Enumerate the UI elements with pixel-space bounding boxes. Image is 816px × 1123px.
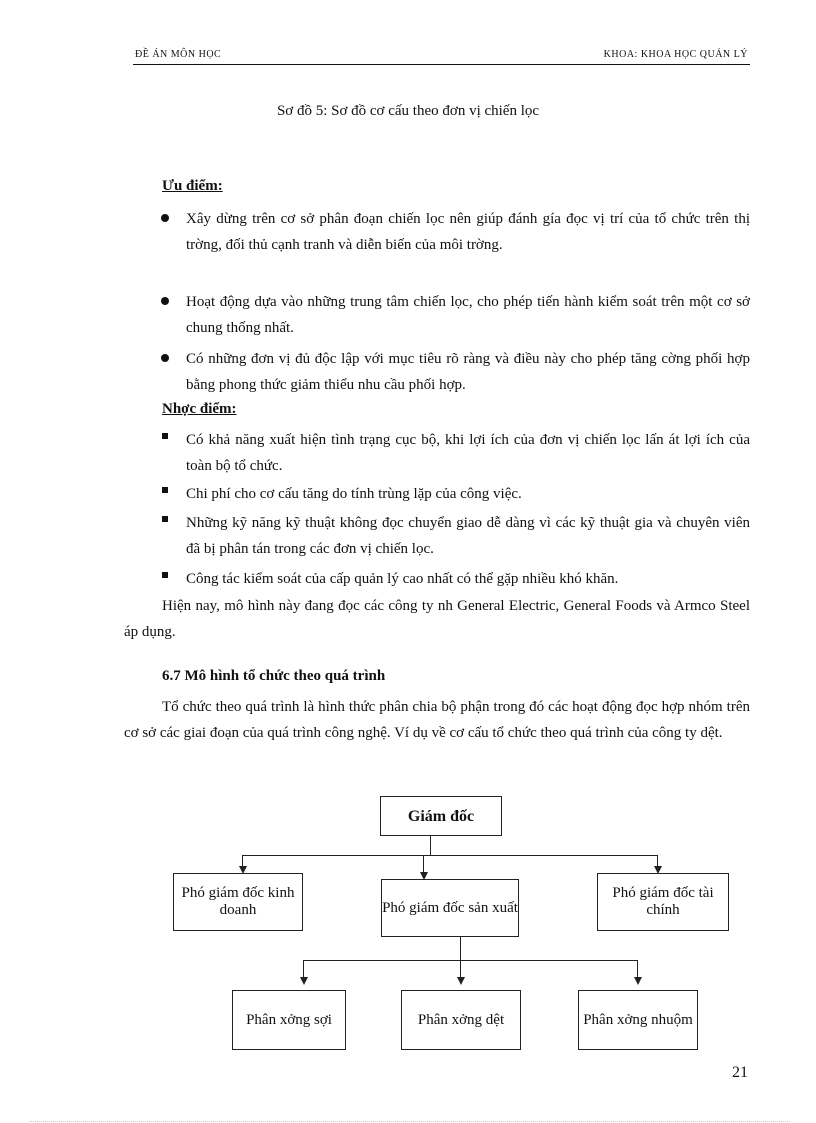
bullet-dot-icon <box>161 354 169 362</box>
box-deputy-business: Phó giám đốc kinh doanh <box>173 873 303 931</box>
page-bottom-divider <box>30 1121 790 1122</box>
arrow-down-icon <box>634 977 642 985</box>
advantage-item: Có những đơn vị đủ độc lập với mục tiêu rõ ràng và điều này cho phép tăng cờng phối hợp bằng phong thức giảm thiểu nhu cầu phối hợp. <box>186 351 750 393</box>
bullet-square-icon <box>162 487 168 493</box>
page-number: 21 <box>732 1064 748 1081</box>
advantage-item: Hoạt động dựa vào những trung tâm chiến lọc, cho phép tiến hành kiểm soát trên một cơ sở chung thống nhất. <box>186 294 750 336</box>
connector <box>242 855 658 856</box>
header-right: KHOA: KHOA HỌC QUẢN LÝ <box>603 49 748 60</box>
arrow-down-icon <box>300 977 308 985</box>
box-workshop-dyeing: Phân xởng nhuộm <box>578 990 698 1050</box>
connector <box>303 960 638 961</box>
box-deputy-finance: Phó giám đốc tài chính <box>597 873 729 931</box>
closing-paragraph: Hiện nay, mô hình này đang đọc các công ty nh General Electric, General Foods và Armco Steel áp dụng. <box>124 598 750 640</box>
section-heading: 6.7 Mô hình tổ chức theo quá trình <box>162 668 386 684</box>
box-workshop-weaving: Phân xởng dệt <box>401 990 521 1050</box>
box-director: Giám đốc <box>380 796 502 836</box>
box-deputy-production: Phó giám đốc sản xuất <box>381 879 519 937</box>
disadvantage-item: Những kỹ năng kỹ thuật không đọc chuyển giao dễ dàng vì các kỹ thuật gia và chuyên viên đã bị phân tán trong các đơn vị chiến lọc. <box>186 515 750 557</box>
arrow-down-icon <box>457 977 465 985</box>
bullet-square-icon <box>162 516 168 522</box>
bullet-dot-icon <box>161 214 169 222</box>
box-workshop-spinning: Phân xởng sợi <box>232 990 346 1050</box>
advantages-label: Ưu điểm: <box>162 178 223 194</box>
disadvantage-item: Chi phí cho cơ cấu tăng do tính trùng lặp của công việc. <box>186 486 522 502</box>
disadvantages-label: Nhợc điểm: <box>162 401 237 417</box>
bullet-dot-icon <box>161 297 169 305</box>
bullet-square-icon <box>162 572 168 578</box>
diagram-caption: Sơ đồ 5: Sơ đồ cơ cấu theo đơn vị chiến lọc <box>276 103 540 119</box>
header-left: ĐỀ ÁN MÔN HỌC <box>135 49 222 60</box>
connector <box>460 936 461 960</box>
advantage-item: Xây dừng trên cơ sở phân đoạn chiến lọc nên giúp đánh gía đọc vị trí của tổ chức trên thị trờng, đối thủ cạnh tranh và diễn biến của môi trờng. <box>186 211 750 253</box>
connector <box>430 835 431 855</box>
disadvantage-item: Công tác kiểm soát của cấp quản lý cao nhất có thể gặp nhiều khó khăn. <box>186 571 619 587</box>
page-header <box>133 44 750 65</box>
section-paragraph: Tổ chức theo quá trình là hình thức phân chia bộ phận trong đó các hoạt động đọc hợp nhóm trên cơ sở các giai đoạn của quá trình công nghệ. Ví dụ về cơ cấu tổ chức theo quá trình của công ty dệt. <box>124 699 750 741</box>
bullet-square-icon <box>162 433 168 439</box>
disadvantage-item: Có khả năng xuất hiện tình trạng cục bộ, khi lợi ích của đơn vị chiến lọc lấn át lợi ích của toàn bộ tổ chức. <box>186 432 750 474</box>
